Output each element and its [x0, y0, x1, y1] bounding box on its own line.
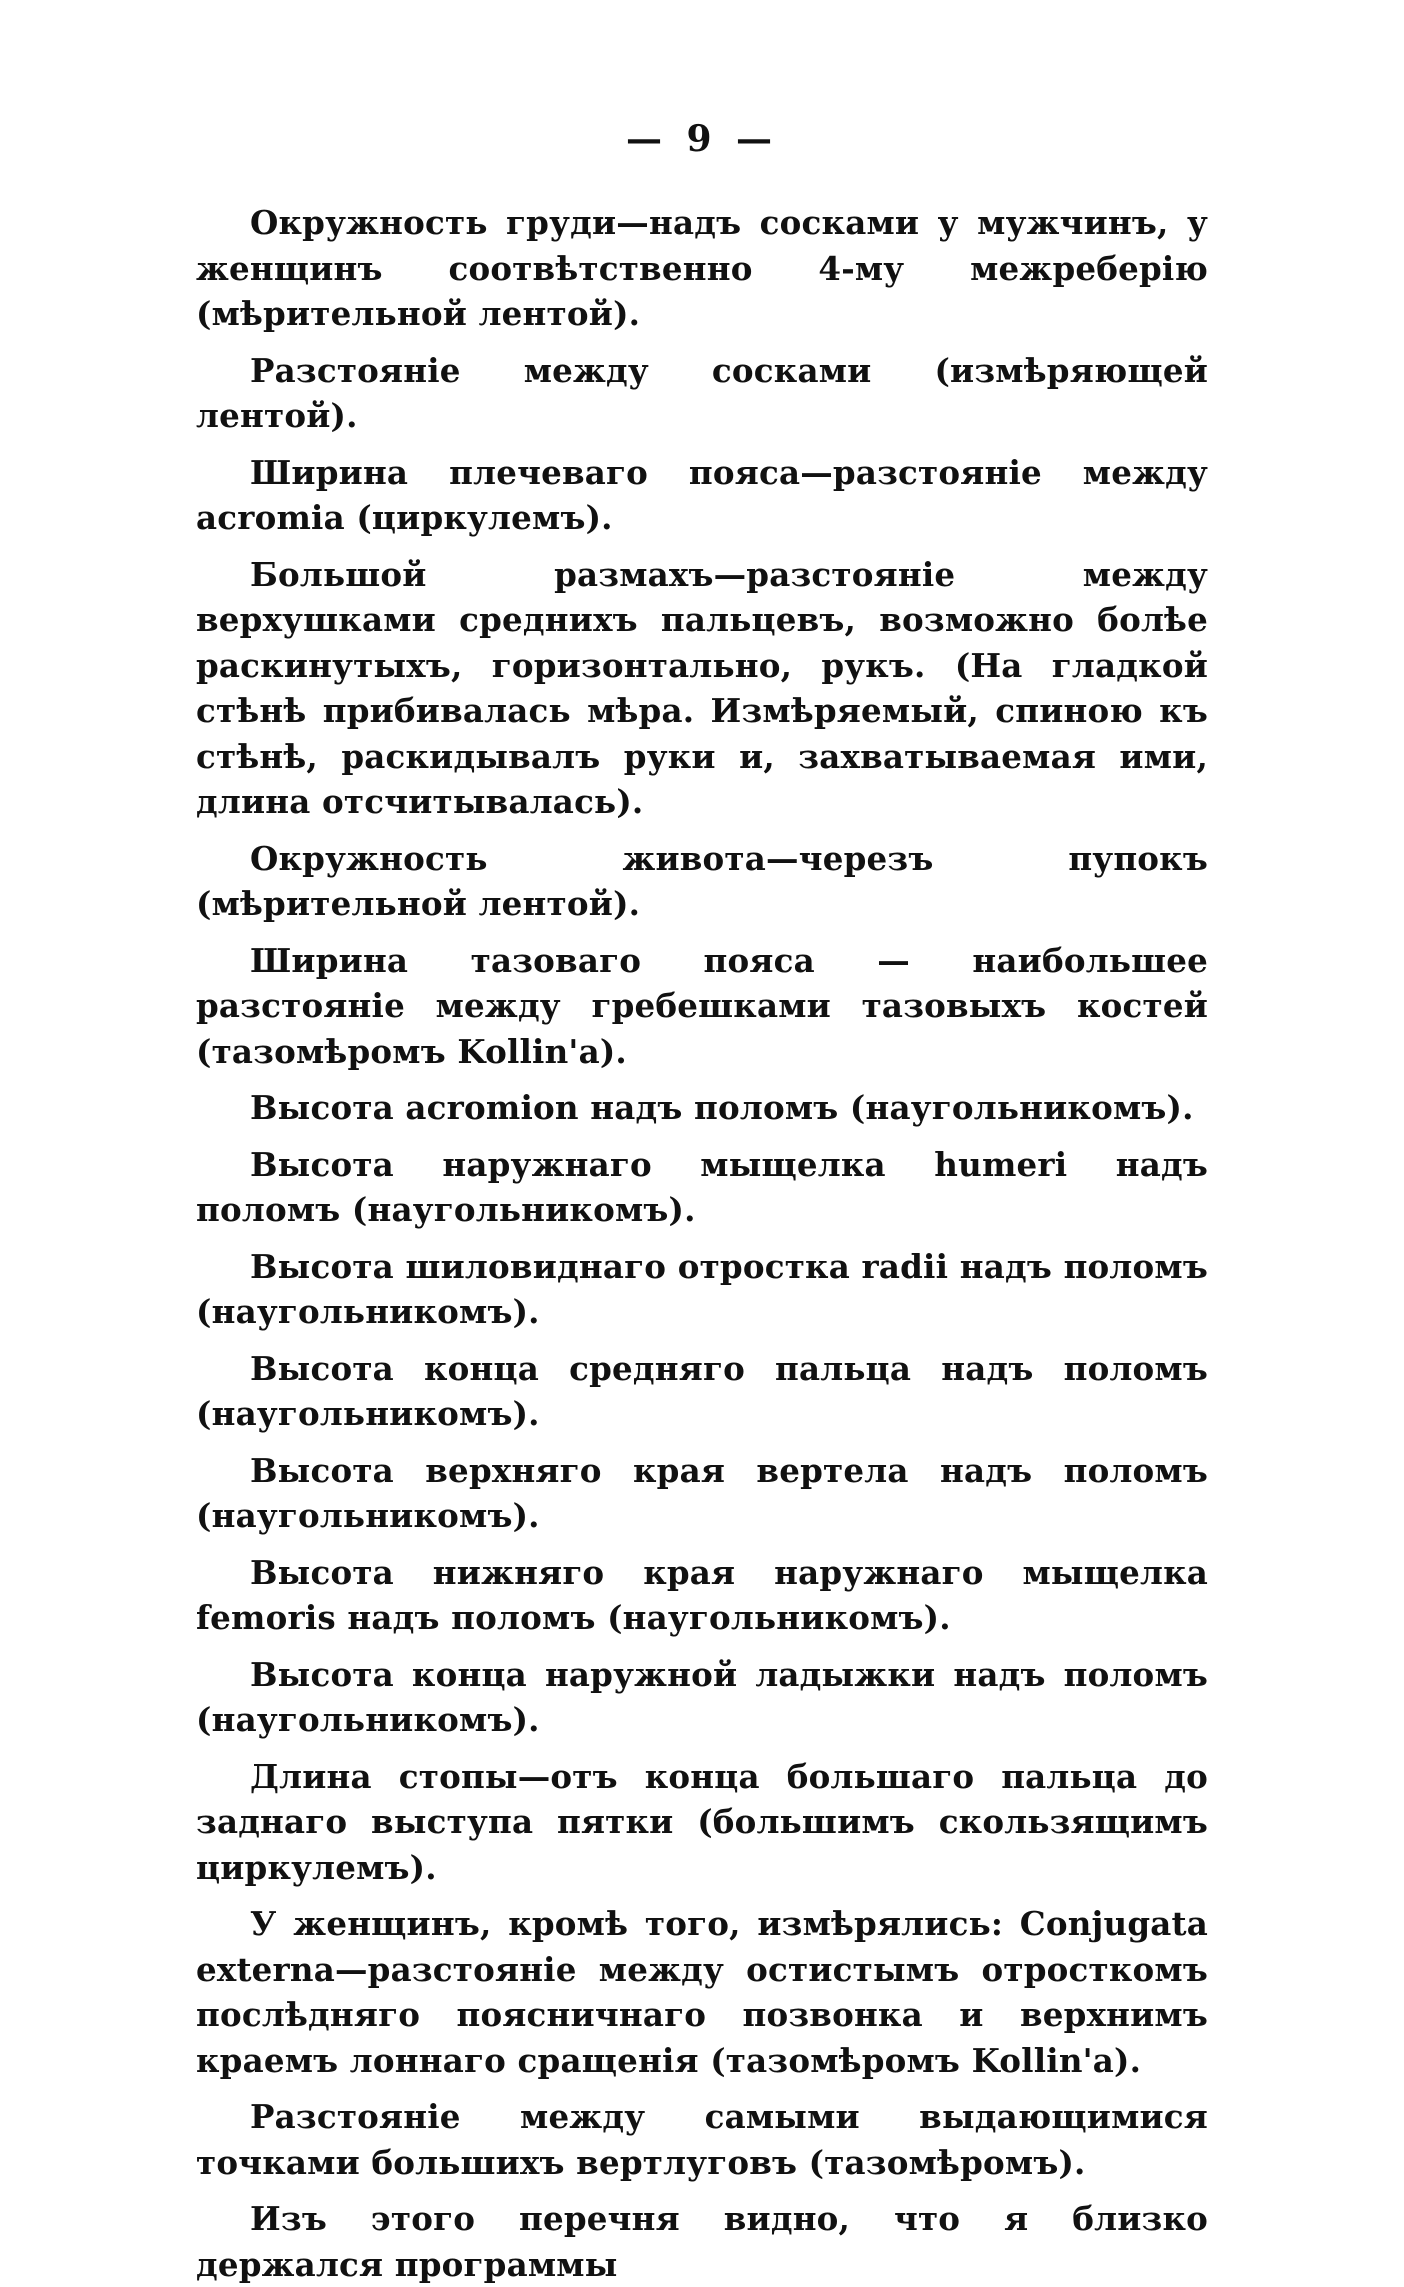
paragraph-humeri-height: Высота наружнаго мыщелка humeri надъ поломъ (наугольникомъ). — [196, 1144, 1208, 1229]
paragraph-program-note: Изъ этого перечня видно, что я близко держался программы — [196, 2199, 1208, 2284]
paragraph-acromion-height: Высота acromion надъ поломъ (наугольникомъ). — [250, 1088, 1194, 1127]
paragraph-foot-length: Длина стопы—отъ конца большаго пальца до заднаго выступа пятки (большимъ скользящимъ циркулемъ). — [196, 1756, 1208, 1887]
paragraph-nipple-distance: Разстояніе между сосками (измѣряющей лентой). — [196, 350, 1208, 435]
paragraph-conjugata-externa: У женщинъ, кромѣ того, измѣрялись: Conjugata externa—разстояніе между остистымъ отросткомъ послѣдняго поясничнаго позвонка и верхнимъ краемъ лоннаго сращенія (тазомѣромъ Kollin'a). — [196, 1904, 1208, 2080]
paragraph-waist-circumference: Окружность живота—черезъ пупокъ (мѣрительной лентой). — [196, 838, 1208, 923]
paragraph-trochanter-height: Высота верхняго края вертела надъ поломъ (наугольникомъ). — [196, 1450, 1208, 1535]
paragraph-middle-finger-height: Высота конца средняго пальца надъ поломъ (наугольникомъ). — [196, 1348, 1208, 1433]
paragraph-femoris-height: Высота нижняго края наружнаго мыщелка femoris надъ поломъ (наугольникомъ). — [196, 1552, 1208, 1637]
paragraph-arm-span: Большой размахъ—разстояніе между верхушками среднихъ пальцевъ, возможно болѣе раскинутыхъ, горизонтально, рукъ. (На гладкой стѣнѣ прибивалась мѣра. Измѣряемый, спиною къ стѣнѣ, раскидывалъ руки и, захватываемая ими, длина отсчитывалась). — [196, 554, 1208, 821]
paragraph-trochanter-distance: Разстояніе между самыми выдающимися точками большихъ вертлуговъ (тазомѣромъ). — [196, 2097, 1208, 2182]
paragraph-chest-circumference: Окружность груди—надъ сосками у мужчинъ, у женщинъ соотвѣтственно 4-му межреберію (мѣрительной лентой). — [196, 203, 1208, 333]
paragraph-pelvis-width: Ширина тазоваго пояса — наибольшее разстояніе между гребешками тазовыхъ костей (тазомѣромъ Kollin'a). — [196, 940, 1208, 1071]
paragraph-shoulder-width: Ширина плечеваго пояса—разстояніе между acromia (циркулемъ). — [196, 452, 1208, 537]
paragraph-ankle-height: Высота конца наружной ладыжки надъ поломъ (наугольникомъ). — [196, 1654, 1208, 1739]
paragraph-radii-height: Высота шиловиднаго отростка radii надъ поломъ (наугольникомъ). — [196, 1246, 1208, 1331]
page-body — [196, 200, 1208, 2287]
page-number: — 9 — — [625, 118, 779, 160]
